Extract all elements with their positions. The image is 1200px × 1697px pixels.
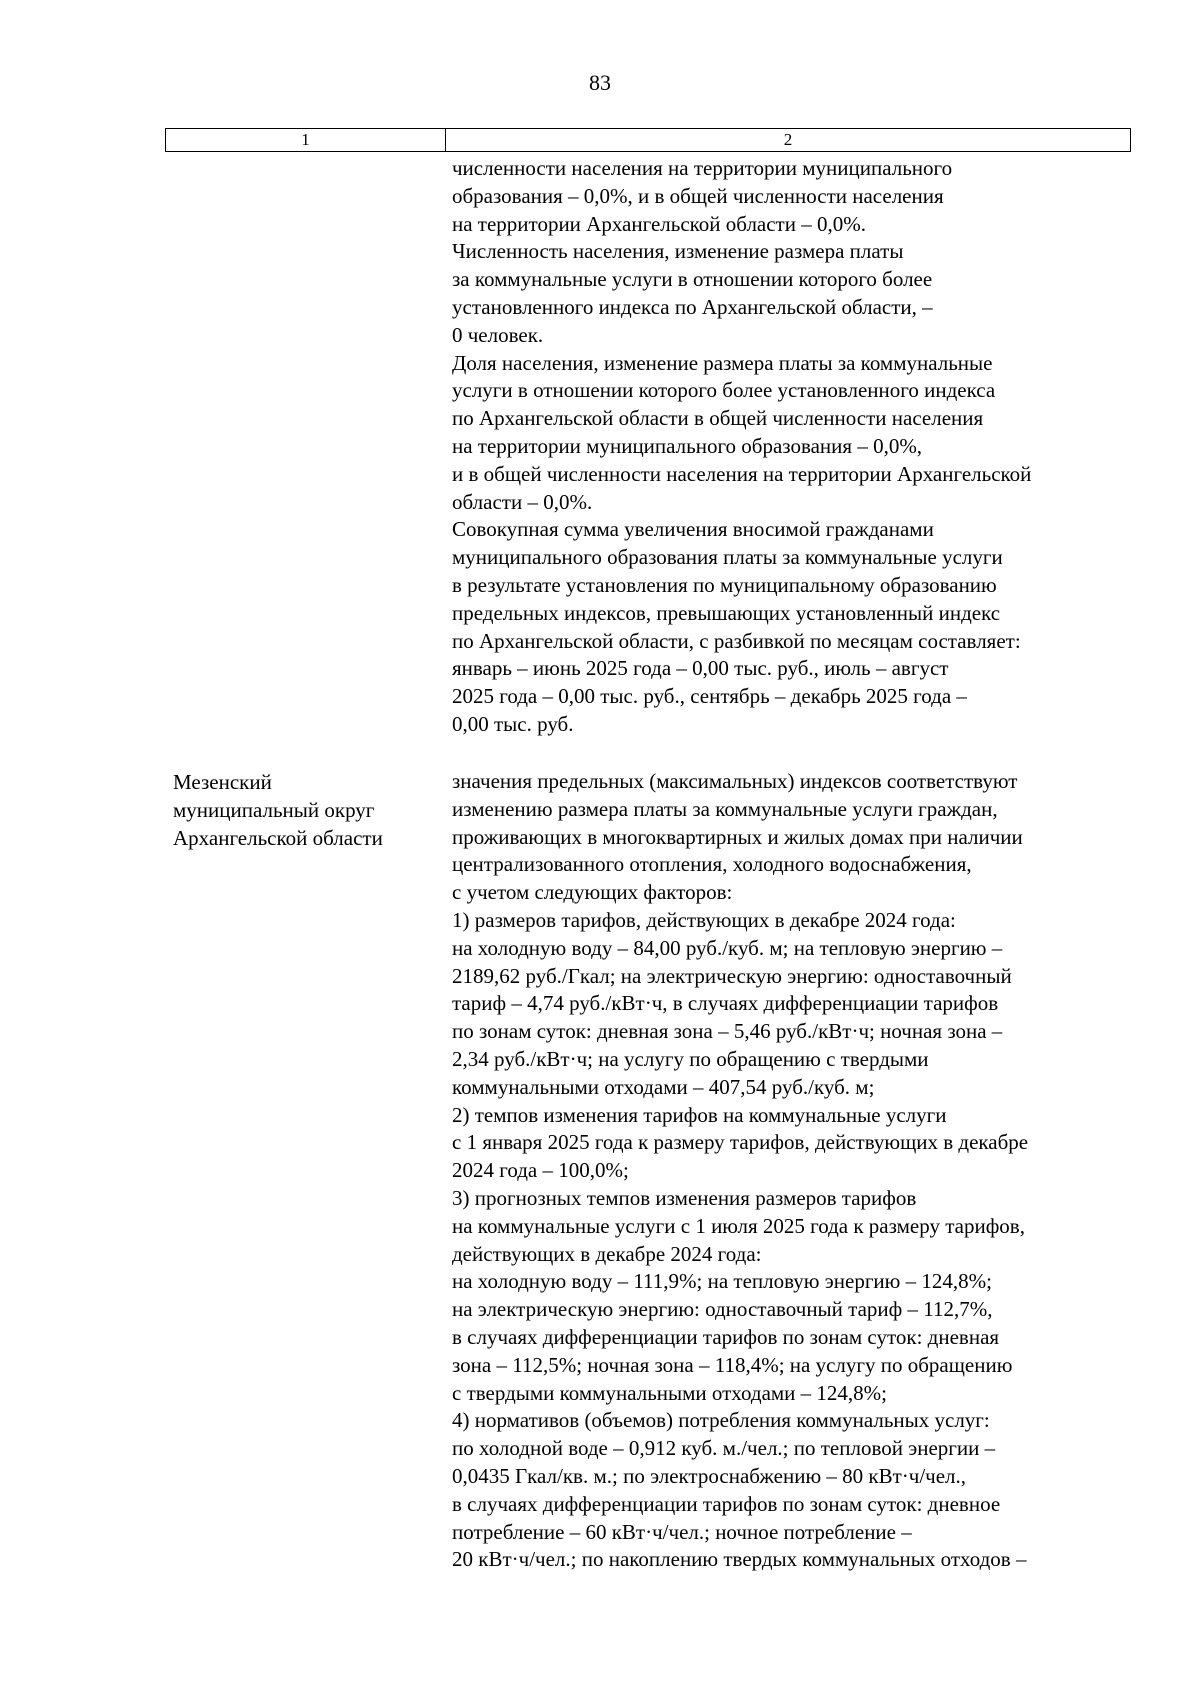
- table-header-col-1: 1: [166, 129, 446, 151]
- text-line: проживающих в многоквартирных и жилых домах при наличии: [452, 824, 1023, 849]
- text-line: 2024 года – 100,0%;: [452, 1158, 629, 1183]
- text-line: 2189,62 руб./Гкал; на электрическую энергию: одноставочный: [452, 963, 1012, 988]
- region-name-line: Мезенский: [173, 770, 272, 794]
- text-line: области – 0,0%.: [452, 489, 593, 514]
- continuation-text-block: [452, 155, 1132, 739]
- text-line: Совокупная сумма увеличения вносимой гражданами: [452, 517, 934, 542]
- text-line: 0,0435 Гкал/кв. м.; по электроснабжению – 80 кВт·ч/чел.,: [452, 1463, 967, 1488]
- text-line: на коммунальные услуги с 1 июля 2025 года к размеру тарифов,: [452, 1213, 1025, 1238]
- text-line: тариф – 4,74 руб./кВт·ч, в случаях дифференциации тарифов: [452, 991, 999, 1016]
- text-line: 20 кВт·ч/чел.; по накоплению твердых коммунальных отходов –: [452, 1547, 1027, 1572]
- text-line: 2,34 руб./кВт·ч; на услугу по обращению с твердыми: [452, 1046, 929, 1071]
- table-header-row: [165, 128, 1131, 152]
- text-line: в случаях дифференциации тарифов по зонам суток: дневная: [452, 1324, 1000, 1349]
- text-line: за коммунальные услуги в отношении которого более: [452, 267, 933, 292]
- text-line: по Архангельской области, с разбивкой по месяцам составляет:: [452, 628, 1021, 653]
- text-line: коммунальными отходами – 407,54 руб./куб. м;: [452, 1074, 875, 1099]
- text-line: на электрическую энергию: одноставочный тариф – 112,7%,: [452, 1297, 993, 1322]
- text-line: на территории муниципального образования – 0,0%,: [452, 433, 923, 458]
- region-description-block: [452, 768, 1132, 1574]
- text-line: изменению размера платы за коммунальные услуги граждан,: [452, 796, 998, 821]
- text-line: установленного индекса по Архангельской области, –: [452, 294, 933, 319]
- text-line: зона – 112,5%; ночная зона – 118,4%; на услугу по обращению: [452, 1352, 1013, 1377]
- text-line: централизованного отопления, холодного водоснабжения,: [452, 852, 972, 877]
- text-line: услуги в отношении которого более установленного индекса: [452, 378, 996, 403]
- text-line: предельных индексов, превышающих установленный индекс: [452, 600, 1001, 625]
- text-line: 0 человек.: [452, 322, 544, 347]
- table-header-col-2: 2: [783, 130, 793, 149]
- text-line: по зонам суток: дневная зона – 5,46 руб./кВт·ч; ночная зона –: [452, 1019, 1003, 1044]
- text-line: образования – 0,0%, и в общей численности населения: [452, 183, 944, 208]
- text-line: 3) прогнозных темпов изменения размеров тарифов: [452, 1185, 917, 1210]
- text-line: 0,00 тыс. руб.: [452, 711, 574, 736]
- text-line: по холодной воде – 0,912 куб. м./чел.; по тепловой энергии –: [452, 1436, 996, 1461]
- text-line: на территории Архангельской области – 0,0%.: [452, 211, 866, 236]
- text-line: значения предельных (максимальных) индексов соответствуют: [452, 769, 1018, 793]
- text-line: 1) размеров тарифов, действующих в декабре 2024 года:: [452, 907, 956, 932]
- text-line: 2025 года – 0,00 тыс. руб., сентябрь – декабрь 2025 года –: [452, 684, 967, 709]
- text-line: действующих в декабре 2024 года:: [452, 1241, 762, 1266]
- text-line: и в общей численности населения на территории Архангельской: [452, 461, 1032, 486]
- text-line: на холодную воду – 111,9%; на тепловую энергию – 124,8%;: [452, 1269, 992, 1294]
- text-line: с учетом следующих факторов:: [452, 880, 733, 905]
- text-line: в результате установления по муниципальному образованию: [452, 572, 997, 597]
- text-line: с твердыми коммунальными отходами – 124,8%;: [452, 1380, 888, 1405]
- region-name-line: Архангельской области: [173, 826, 383, 851]
- text-line: 2) темпов изменения тарифов на коммунальные услуги: [452, 1102, 947, 1127]
- region-name-cell: [173, 768, 441, 853]
- text-line: на холодную воду – 84,00 руб./куб. м; на тепловую энергию –: [452, 935, 1003, 960]
- text-line: с 1 января 2025 года к размеру тарифов, действующих в декабре: [452, 1130, 1029, 1155]
- text-line: в случаях дифференциации тарифов по зонам суток: дневное: [452, 1491, 1001, 1516]
- text-line: январь – июнь 2025 года – 0,00 тыс. руб., июль – август: [452, 656, 949, 681]
- text-line: по Архангельской области в общей численности населения: [452, 406, 984, 431]
- text-line: муниципального образования платы за коммунальные услуги: [452, 545, 1003, 570]
- text-line: 4) нормативов (объемов) потребления коммунальных услуг:: [452, 1408, 990, 1433]
- text-line: численности населения на территории муниципального: [452, 156, 953, 180]
- page-number: 83: [589, 70, 611, 95]
- text-line: потребление – 60 кВт·ч/чел.; ночное потребление –: [452, 1519, 912, 1544]
- text-line: Численность населения, изменение размера платы: [452, 239, 904, 264]
- text-line: Доля населения, изменение размера платы за коммунальные: [452, 350, 993, 375]
- region-name-line: муниципальный округ: [173, 798, 375, 823]
